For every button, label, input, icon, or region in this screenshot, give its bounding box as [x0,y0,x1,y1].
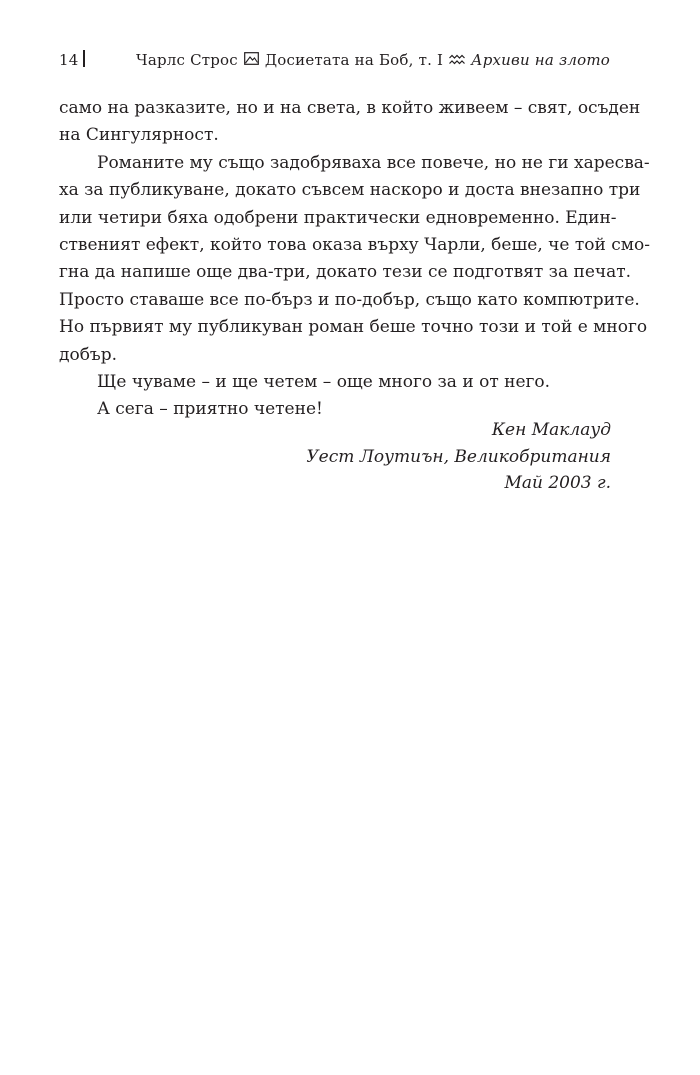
text-line: Романите му също задобряваха все повече, но не ги харесва- [97,152,650,173]
running-head [136,51,610,69]
text-line: Просто ставаше все по-бърз и по-добър, също като компютрите. [59,289,640,310]
text-line: Но първият му публикуван роман беше точно този и той е много [59,317,648,338]
text-line: само на разказите, но и на света, в който живеем – свят, осъден [59,98,641,118]
page-number-divider [83,50,85,67]
header-book-title: Архиви на злото [471,51,610,69]
signature-date: Май 2003 г. [504,473,611,493]
signature-name: Кен Маклауд [491,420,611,440]
text-line: на Сингулярност. [59,125,219,146]
running-header [59,48,610,72]
text-line: Ще чуваме – и ще четем – още много за и от него. [97,372,551,393]
signature-place: Уест Лоутиън, Великобритания [306,446,611,467]
text-line: А сега – приятно четене! [97,399,323,420]
text-line: ственият ефект, който това оказа върху Чарли, беше, че той смо- [59,235,650,256]
text-line: или четири бяха одобрени практически едновременно. Един- [59,207,617,228]
header-author: Чарлс Строс [136,51,238,69]
mountain-box-icon [244,51,259,69]
signature-block [306,417,611,497]
text-line: ха за публикуване, докато съвсем наскоро и доста внезапно три [59,180,641,201]
aquarius-wave-icon [449,51,465,69]
body-text [59,95,650,424]
header-series: Досиетата на Боб, т. I [264,51,444,69]
text-line: добър. [59,344,118,365]
page-number: 14 [59,51,79,69]
text-line: гна да напише още два-три, докато тези се подготвят за печат. [59,262,632,283]
